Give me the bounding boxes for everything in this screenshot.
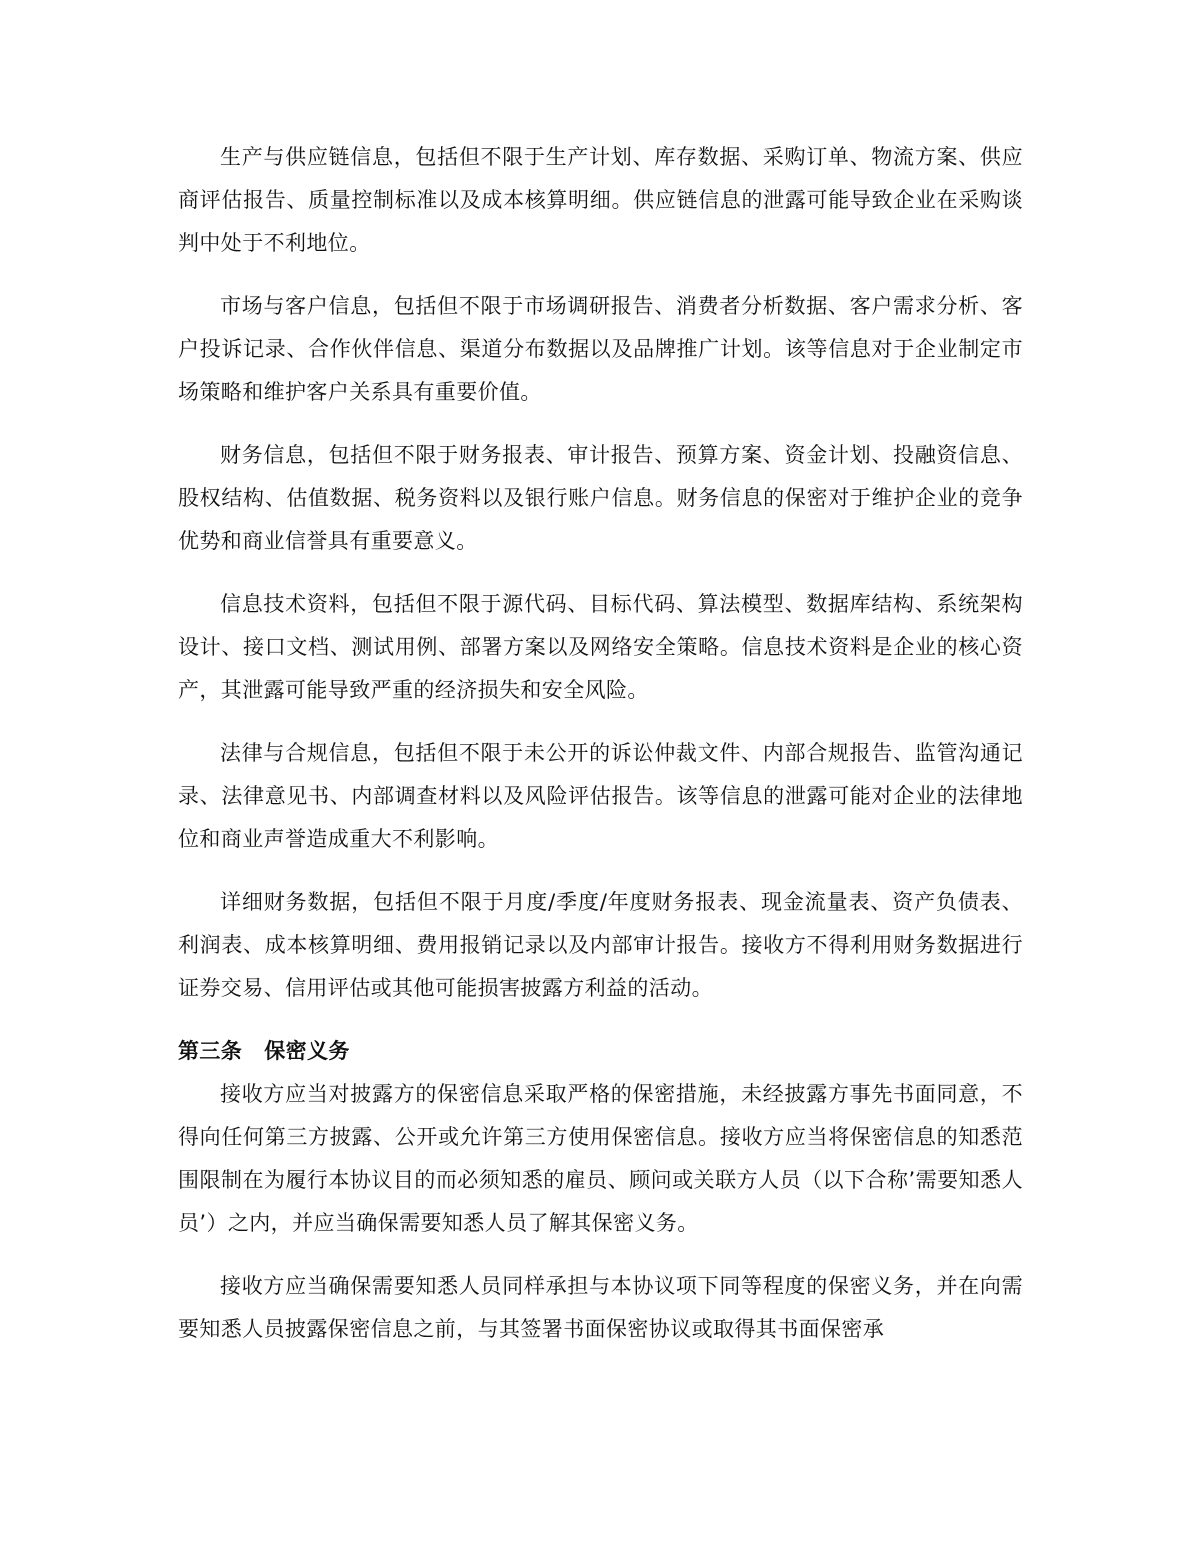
paragraph-market-customer-info: 市场与客户信息，包括但不限于市场调研报告、消费者分析数据、客户需求分析、客户投诉记录、合作伙伴信息、渠道分布数据以及品牌推广计划。该等信息对于企业制定市场策略和维护客户关系具有重要价值。 [178,294,1023,404]
section-title: 保密义务 [264,1039,350,1063]
section-heading [178,1030,1023,1073]
section-number: 第三条 [178,1039,243,1063]
paragraph-it-materials: 信息技术资料，包括但不限于源代码、目标代码、算法模型、数据库结构、系统架构设计、接口文档、测试用例、部署方案以及网络安全策略。信息技术资料是企业的核心资产，其泄露可能导致严重的经济损失和安全风险。 [178,592,1023,702]
paragraph-need-to-know-obligation: 接收方应当确保需要知悉人员同样承担与本协议项下同等程度的保密义务，并在向需要知悉人员披露保密信息之前，与其签署书面保密协议或取得其书面保密承 [178,1274,1023,1341]
paragraph-financial-info: 财务信息，包括但不限于财务报表、审计报告、预算方案、资金计划、投融资信息、股权结构、估值数据、税务资料以及银行账户信息。财务信息的保密对于维护企业的竞争优势和商业信誉具有重要意义。 [178,443,1023,553]
paragraph-confidentiality-obligation: 接收方应当对披露方的保密信息采取严格的保密措施，未经披露方事先书面同意，不得向任何第三方披露、公开或允许第三方使用保密信息。接收方应当将保密信息的知悉范围限制在为履行本协议目的而必须知悉的雇员、顾问或关联方人员（以下合称’需要知悉人员’）之内，并应当确保需要知悉人员了解其保密义务。 [178,1082,1023,1235]
document-body [178,136,1023,1371]
paragraph-supply-chain-info: 生产与供应链信息，包括但不限于生产计划、库存数据、采购订单、物流方案、供应商评估报告、质量控制标准以及成本核算明细。供应链信息的泄露可能导致企业在采购谈判中处于不利地位。 [178,145,1023,255]
paragraph-detailed-financial-data: 详细财务数据，包括但不限于月度/季度/年度财务报表、现金流量表、资产负债表、利润表、成本核算明细、费用报销记录以及内部审计报告。接收方不得利用财务数据进行证券交易、信用评估或其他可能损害披露方利益的活动。 [178,890,1023,1000]
paragraph-legal-compliance-info: 法律与合规信息，包括但不限于未公开的诉讼仲裁文件、内部合规报告、监管沟通记录、法律意见书、内部调查材料以及风险评估报告。该等信息的泄露可能对企业的法律地位和商业声誉造成重大不利影响。 [178,741,1023,851]
